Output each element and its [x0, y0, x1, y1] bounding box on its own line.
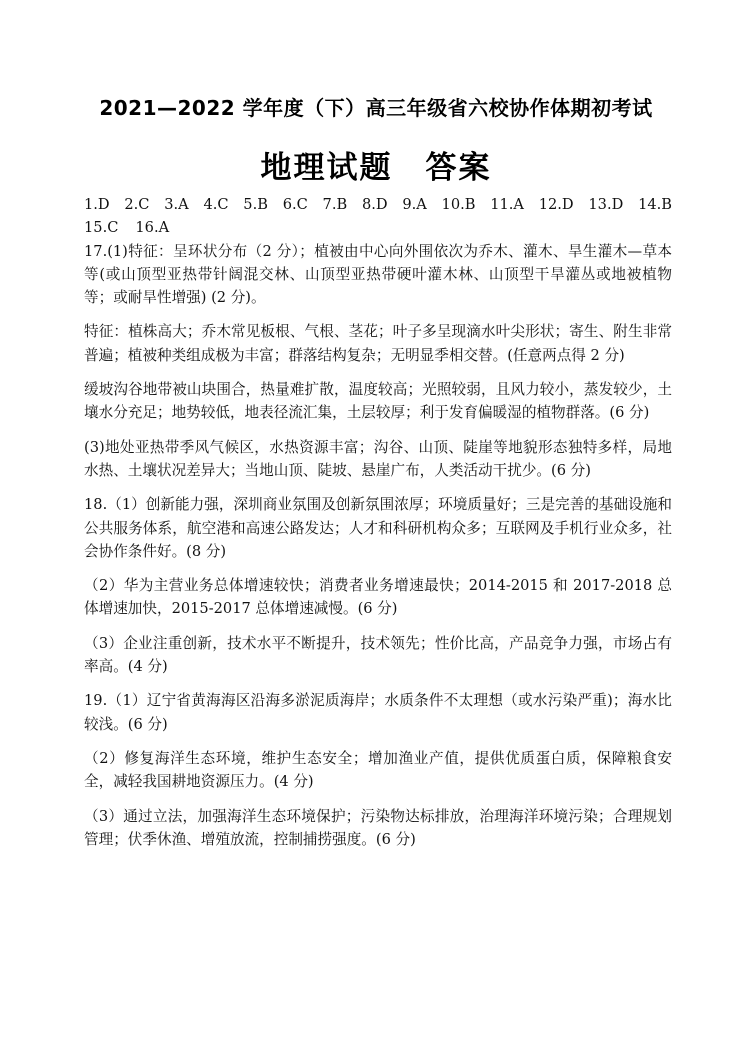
mc-answer: 9.A: [402, 196, 427, 213]
mc-answer: 16.A: [135, 219, 170, 237]
q19-part1: 19.（1）辽宁省黄海海区沿海多淤泥质海岸；水质条件不太理想（或水污染严重)；海水比较浅。(6 分): [84, 692, 672, 733]
answer-body: [84, 193, 672, 851]
mc-answer: 11.A: [490, 196, 524, 213]
multiple-choice-line-2: [84, 216, 672, 239]
q19-part3: （3）通过立法，加强海洋生态环境保护；污染物达标排放，治理海洋环境污染；合理规划管理；伏季休渔、增殖放流，控制捕捞强度。(6 分): [84, 807, 672, 848]
subject-title: 地理试题 答案: [260, 150, 492, 186]
mc-answer: 12.D: [538, 196, 574, 213]
q19-part2: （2）修复海洋生态环境，维护生态安全；增加渔业产值，提供优质蛋白质，保障粮食安全，减轻我国耕地资源压力。(4 分): [84, 749, 672, 791]
q17-part2-features: 特征：植株高大；乔木常见板根、气根、茎花；叶子多呈现滴水叶尖形状；寄生、附生非常普遍；植被种类组成极为丰富；群落结构复杂；无明显季相交替。(任意两点得 2 分): [84, 323, 672, 364]
q17-part2-reasons: 缓坡沟谷地带被山块围合，热量难扩散，温度较高；光照较弱，且风力较小，蒸发较少，土壤水分充足；地势较低，地表径流汇集，土层较厚；利于发育偏暖湿的植物群落。(6 分): [84, 381, 672, 422]
mc-answer: 10.B: [441, 196, 476, 213]
mc-answer: 2.C: [124, 196, 150, 213]
mc-answer: 6.C: [282, 196, 308, 213]
q17-part3: (3)地处亚热带季风气候区，水热资源丰富；沟谷、山顶、陡崖等地貌形态独特多样，局地水热、土壤状况差异大；当地山顶、陡坡、悬崖广布，人类活动干扰少。(6 分): [84, 438, 672, 479]
mc-answer: 1.D: [84, 196, 110, 213]
mc-answer: 3.A: [164, 196, 189, 213]
q18-part1: 18.（1）创新能力强，深圳商业氛围及创新氛围浓厚；环境质量好；三是完善的基础设施和公共服务体系，航空港和高速公路发达；人才和科研机构众多；互联网及手机行业众多，社会协作条件好。(8 分): [84, 496, 672, 560]
mc-answer: 13.D: [588, 196, 624, 213]
q17-part1: 17.(1)特征：呈环状分布（2 分）；植被由中心向外围依次为乔木、灌木、旱生灌木—草本等(或山顶型亚热带针阔混交林、山顶型亚热带硬叶灌木林、山顶型干旱灌丛或地被植物等；或耐旱性增强) (2 分)。: [84, 242, 672, 307]
mc-answer: 5.B: [243, 196, 268, 213]
mc-answer: 15.C: [84, 219, 119, 237]
q18-part2: （2）华为主营业务总体增速较快；消费者业务增速最快；2014-2015 和 2017-2018 总体增速加快，2015-2017 总体增速减慢。(6 分): [84, 577, 672, 618]
multiple-choice-line-1: [84, 193, 672, 216]
mc-answer: 8.D: [361, 196, 388, 213]
q18-part3: （3）企业注重创新，技术水平不断提升，技术领先；性价比高，产品竞争力强，市场占有率高。(4 分): [84, 634, 672, 676]
mc-answer: 4.C: [203, 196, 229, 213]
mc-answer: 14.B: [638, 196, 672, 213]
exam-title: 2021—2022 学年度（下）高三年级省六校协作体期初考试: [99, 96, 653, 120]
mc-answer: 7.B: [322, 196, 348, 213]
